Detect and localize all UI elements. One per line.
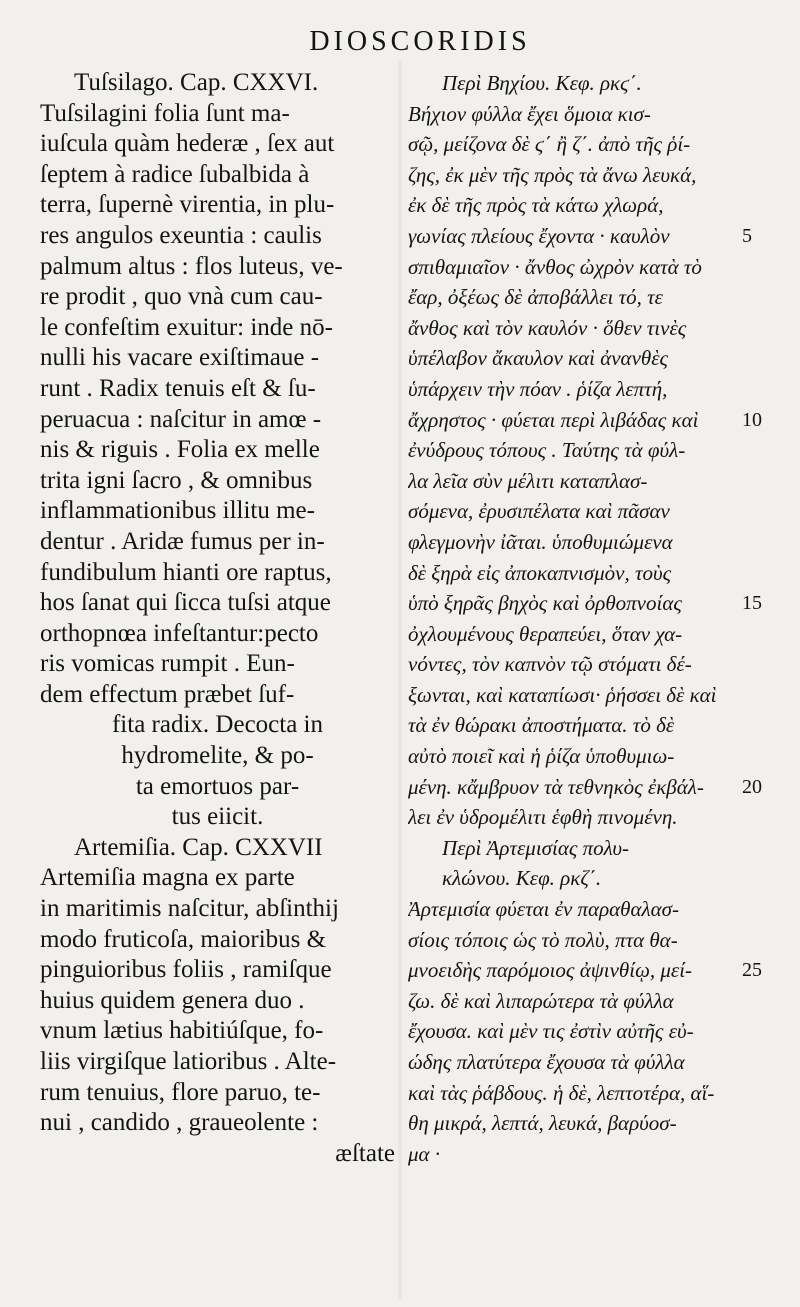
greek-text-line: σόμενα, ἐρυσιπέλατα καὶ πᾶσαν [408,499,670,524]
latin-text-line: dem effectum præbet ſuf- [40,680,295,708]
latin-text-line: æſtate [335,1139,395,1167]
latin-text-line: runt . Radix tenuis eſt & ſu- [40,374,316,402]
greek-text-line: ὑπάρχειν τὴν πόαν . ῥίζα λεπτή, [408,376,668,401]
latin-chapter-heading: Tuſsilago. Cap. CXXVI. [74,69,319,96]
running-head: DIOSCORIDIS [309,26,531,57]
greek-text-line: ώδης πλατύτερα ἔχουσα τὰ φύλλα [408,1050,685,1074]
greek-text-line: ζω. δὲ καὶ λιπαρώτερα τὰ φύλλα [408,988,674,1013]
greek-text-line: φλεγμονὴν ἰᾶται. ὑποθυμιώμενα [408,529,673,554]
latin-text-line: vnum lætius habitiúſque, fo- [40,1017,324,1045]
latin-text-line: ris vomicas rumpit . Eun- [40,650,295,678]
greek-text-line: σῷ, μείζονα δὲ ϛ΄ ἢ ζ΄. ἀπὸ τῆς ῥί- [408,132,691,157]
latin-text-line: orthopnœa infeſtantur:pecto [40,619,319,647]
greek-text-line: Βήχιον φύλλα ἔχει ὅμοια κισ- [408,101,651,126]
margin-line-number: 15 [742,592,762,615]
latin-text-line: inflammationibus illitu me- [40,497,315,525]
greek-text-line: ἄχρηστος · φύεται περὶ λιβάδας καὶ [408,407,699,432]
latin-text-line: nulli his vacare exiſtimaue - [40,344,320,372]
greek-text-line: ἔχουσα. καὶ μὲν τις ἐστὶν αὐτῆς εὐ- [408,1019,694,1044]
greek-column [408,68,778,1169]
greek-chapter-heading: Περὶ Ἀρτεμισίας πολυ- [442,835,630,860]
greek-text-line: ὀχλουμένους θεραπεύει, ὅταν χα- [408,621,683,646]
greek-text-line: μα · [408,1141,441,1166]
latin-text-line: res angulos exeuntia : caulis [40,221,322,249]
latin-text-line: ſeptem à radice ſubalbida à [40,160,310,188]
margin-line-number: 5 [742,225,752,247]
latin-text-line: huius quidem genera duo . [40,986,305,1014]
greek-text-line: γωνίας πλείους ἔχοντα · καυλὸν [408,223,670,248]
greek-text-line: ἐκ δὲ τῆς πρὸς τὰ κάτω χλωρά, [408,193,664,218]
margin-line-number: 25 [742,959,762,982]
greek-text-line: αὐτὸ ποιεῖ καὶ ἡ ῥίζα ὑποθυμιω- [408,744,675,769]
greek-text-line: νόντες, τὸν καπνὸν τῷ στόματι δέ- [408,652,692,677]
greek-text-line: Ἀρτεμισία φύεται ἐν παραθαλασ- [408,897,679,922]
latin-chapter-heading: Artemiſia. Cap. CXXVII [74,833,323,861]
greek-text-line: λα λεῖα σὺν μέλιτι καταπλασ- [408,468,648,493]
latin-text-line: liis virgiſque latioribus . Alte- [40,1048,337,1075]
greek-text-line: ὑπὸ ξηρᾶς βηχὸς καὶ ὀρθοπνοίας [408,591,682,616]
greek-text-line: ξωνται, καὶ καταπίωσι· ῥήσσει δὲ καὶ [408,682,717,707]
latin-text-line: fita radix. Decocta in [111,711,323,739]
latin-text-line: re prodit , quo vnà cum cau- [40,283,323,311]
latin-text-line: rum tenuius, flore paruo, te- [40,1078,321,1106]
latin-text-line: terra, ſupernè virentia, in plu- [40,191,335,219]
latin-text-line: in maritimis naſcitur, abſinthij [40,895,339,923]
greek-text-line: ἐνύδρους τόπους . Ταύτης τὰ φύλ- [408,438,686,463]
latin-text-line: fundibulum hianti ore raptus, [40,558,332,586]
latin-text-line: palmum altus : flos luteus, ve- [40,252,343,280]
greek-text-line: ὑπέλαβον ἄκαυλον καὶ ἀνανθὲς [408,346,668,371]
greek-text-line: καὶ τὰς ῥάβδους. ἡ δὲ, λεπτοτέρα, αἵ- [408,1080,715,1105]
greek-text-line: σίοις τόποις ὡς τὸ πολὺ, πτα θα- [408,927,678,952]
latin-text-line: le confeſtim exuitur: inde nō- [40,313,333,341]
latin-text-line: trita igni ſacro , & omnibus [40,466,313,494]
greek-text-line: μένη. κἄμβρυον τὰ τεθνηκὸς ἐκβάλ- [408,774,704,799]
latin-text-line: Tuſsilagini folia ſunt ma- [40,99,290,127]
column-gutter [397,60,403,1300]
latin-text-line: peruacua : naſcitur in amœ - [40,405,322,433]
latin-text-line: hos ſanat qui ſicca tuſsi atque [40,589,331,617]
margin-line-number: 10 [742,408,762,431]
latin-text-line: pinguioribus foliis , ramiſque [40,956,332,984]
greek-text-line: ἄνθος καὶ τὸν καυλόν · ὅθεν τινὲς [408,315,687,340]
latin-text-line: Artemiſia magna ex parte [40,864,295,892]
greek-text-line: θη μικρά, λεπτά, λευκά, βαρύοσ- [408,1111,677,1136]
latin-text-line: nis & riguis . Folia ex melle [40,436,320,464]
greek-text-line: τὰ ἐν θώρακι ἀποστήματα. τὸ δὲ [408,713,675,738]
greek-text-line: ζης, ἐκ μὲν τῆς πρὸς τὰ ἄνω λευκά, [408,162,697,187]
latin-text-line: ta emortuos par- [135,772,300,800]
greek-text-line: μνοειδὴς παρόμοιος ἀψινθίῳ, μεί- [408,958,693,983]
latin-text-line: tus eiicit. [171,803,264,831]
greek-text-line: λει ἐν ὑδρομέλιτι ἑφθὴ πινομένη. [408,805,678,830]
latin-column [40,68,395,1169]
greek-text-line: σπιθαμιαῖον · ἄνθος ὠχρὸν κατὰ τὸ [408,254,702,279]
greek-chapter-heading: κλώνου. Κεφ. ρκζ΄. [442,866,602,891]
greek-text-line: δὲ ξηρὰ εἰς ἀποκαπνισμὸν, τοὺς [408,560,672,585]
latin-text-line: hydromelite, & po- [121,742,314,770]
greek-chapter-heading: Περὶ Βηχίου. Κεφ. ρκϛ΄. [442,71,642,95]
greek-text-line: ἔαρ, ὀξέως δὲ ἀποβάλλει τό, τε [408,285,663,310]
latin-text-line: dentur . Aridæ fumus per in- [40,527,325,555]
margin-line-number: 20 [742,775,762,798]
latin-text-line: iuſcula quàm hederæ , ſex aut [40,130,335,158]
latin-text-line: modo fruticoſa, maioribus & [40,925,327,953]
latin-text-line: nui , candido , graueolente : [40,1109,319,1137]
